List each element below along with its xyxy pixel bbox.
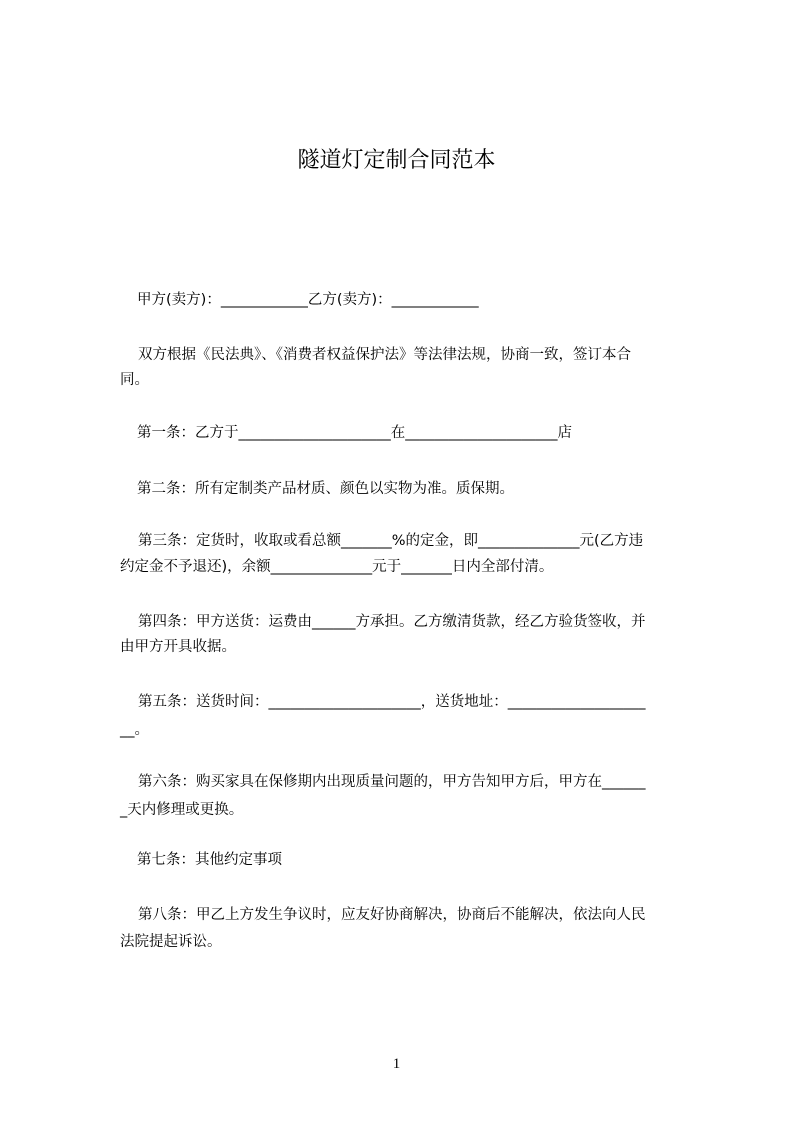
text-line: 第七条：其他约定事项 [137, 852, 282, 868]
text-line: 第三条：定货时，收取或看总额_______%的定金，即______________元(乙方违 [138, 533, 644, 549]
document-title: 隧道灯定制合同范本 [297, 148, 496, 173]
text-line: 第五条：送货时间：_____________________，送货地址：___________________ [138, 694, 646, 710]
text-line: 双方根据《民法典》、《消费者权益保护法》等法律法规，协商一致，签订本合 [138, 347, 631, 363]
page-number: 1 [392, 1056, 401, 1072]
text-line: 第二条：所有定制类产品材质、颜色以实物为准。质保期。 [137, 481, 514, 497]
text-line: 第八条：甲乙上方发生争议时，应友好协商解决，协商后不能解决，依法向人民 [138, 907, 646, 923]
text-line: 第一条：乙方于_____________________在_____________________店 [137, 425, 572, 441]
text-line: 约定金不予退还)，余额______________元于_______日内全部付清。 [120, 559, 554, 575]
text-line: 甲方(卖方)：____________乙方(卖方)：____________ [137, 292, 479, 308]
text-line: _天内修理或更换。 [120, 802, 244, 818]
text-line: 同。 [120, 372, 149, 388]
text-line: 第四条：甲方送货：运费由______方承担。乙方缴清货款，经乙方验货签收，并 [138, 614, 646, 630]
text-line: 第六条：购买家具在保修期内出现质量问题的，甲方告知甲方后，甲方在______ [138, 774, 646, 790]
text-line: 法院提起诉讼。 [120, 934, 222, 950]
text-line: __。 [120, 722, 149, 738]
text-line: 由甲方开具收据。 [120, 639, 236, 655]
